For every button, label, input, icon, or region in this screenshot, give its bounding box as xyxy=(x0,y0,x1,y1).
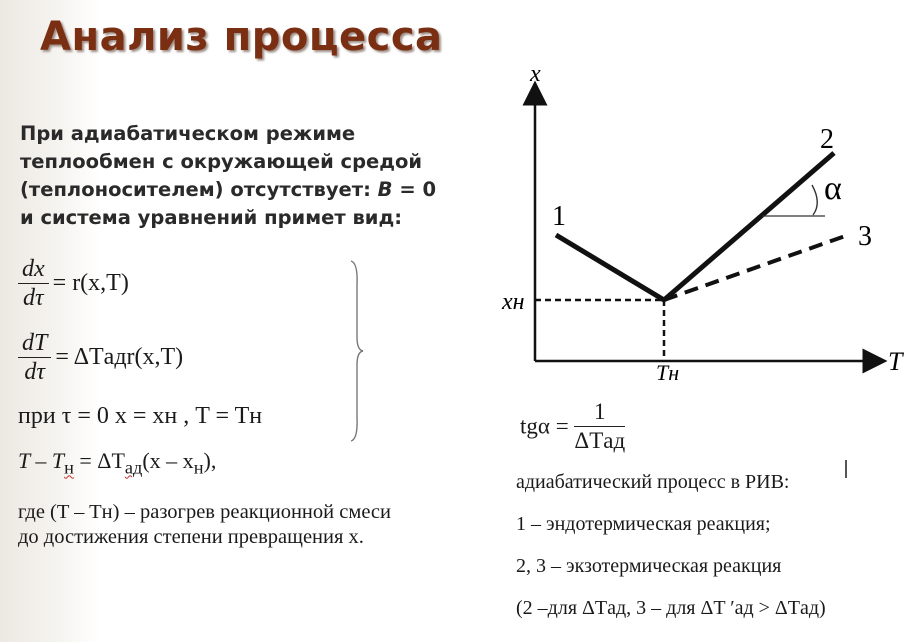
equation-1-rhs: = r(x,T) xyxy=(52,270,129,296)
notes-line-2: 1 – эндотермическая реакция; xyxy=(516,513,771,535)
curve-3-label: 3 xyxy=(858,221,872,252)
notes-line-4: (2 –для ΔTад, 3 – для ΔT ′ад > ΔTад) xyxy=(516,597,826,619)
where-line-1: где (T – Tн) – разогрев реакционной смеси xyxy=(18,501,391,523)
intro-line-3 xyxy=(20,176,480,204)
equation-1 xyxy=(18,255,129,312)
where-explanation xyxy=(18,500,391,550)
intro-line-4: и система уравнений примет вид: xyxy=(20,206,403,229)
tangent-lhs: tgα = xyxy=(520,413,569,439)
tangent-numerator: 1 xyxy=(574,398,625,427)
formula-sub-2: ад xyxy=(124,457,143,478)
equation-2-fraction xyxy=(18,329,51,386)
y-axis-label: x xyxy=(530,61,541,87)
intro-line-3-text: (теплоносителем) отсутствует: xyxy=(20,178,378,201)
x0-label-text: xн xyxy=(502,289,525,315)
equation-2-numerator: dT xyxy=(18,329,51,358)
notes-line-1: адиабатический процесс в РИВ: xyxy=(516,471,790,493)
equation-2-rhs: = ΔTадr(x,T) xyxy=(55,344,184,370)
formula-part-4: ), xyxy=(203,448,217,473)
equation-1-numerator: dx xyxy=(18,255,49,284)
formula-part-3: (x – x xyxy=(142,448,194,473)
formula-part-2: = ΔT xyxy=(73,448,125,473)
curve-2 xyxy=(664,153,834,300)
formula-sub-3: н xyxy=(193,457,204,478)
slide-title: Анализ процесса xyxy=(40,14,443,60)
x-axis-label: T xyxy=(888,347,903,376)
equation-1-denominator: dτ xyxy=(23,285,44,311)
curve-3 xyxy=(664,235,848,300)
curve-2-label: 2 xyxy=(820,124,834,155)
angle-arc xyxy=(812,185,817,215)
where-line-2: до достижения степени превращения x. xyxy=(18,526,364,548)
temperature-rise-formula xyxy=(18,448,216,478)
intro-line-3-end: = 0 xyxy=(392,178,437,201)
equation-2-denominator: dτ xyxy=(24,359,45,385)
intro-text xyxy=(20,120,480,232)
equation-system xyxy=(18,255,363,445)
equation-2 xyxy=(18,329,183,386)
tangent-formula xyxy=(520,398,625,455)
intro-var-b: B xyxy=(377,178,393,201)
curve-1-label: 1 xyxy=(552,201,566,232)
tangent-fraction xyxy=(574,398,625,455)
system-brace xyxy=(348,255,364,445)
diagram-notes xyxy=(516,466,826,634)
text-cursor-icon xyxy=(845,460,847,478)
intro-line-2: теплообмен с окружающей средой xyxy=(20,150,423,173)
x0-label xyxy=(501,289,525,315)
notes-line-3: 2, 3 – экзотермическая реакция xyxy=(516,555,782,577)
curve-1 xyxy=(556,235,664,300)
equation-initial-conditions: при τ = 0 x = xн , T = Tн xyxy=(18,403,263,429)
formula-sub-1: н xyxy=(64,457,74,478)
angle-label: α xyxy=(824,170,842,207)
t0-label: Tн xyxy=(656,360,680,385)
equation-1-fraction xyxy=(18,255,49,312)
tangent-denominator: ΔTад xyxy=(574,428,626,453)
formula-part-1: T – T xyxy=(18,448,65,473)
adiabatic-process-diagram xyxy=(480,55,910,395)
intro-line-1: При адиабатическом режиме xyxy=(20,122,356,145)
